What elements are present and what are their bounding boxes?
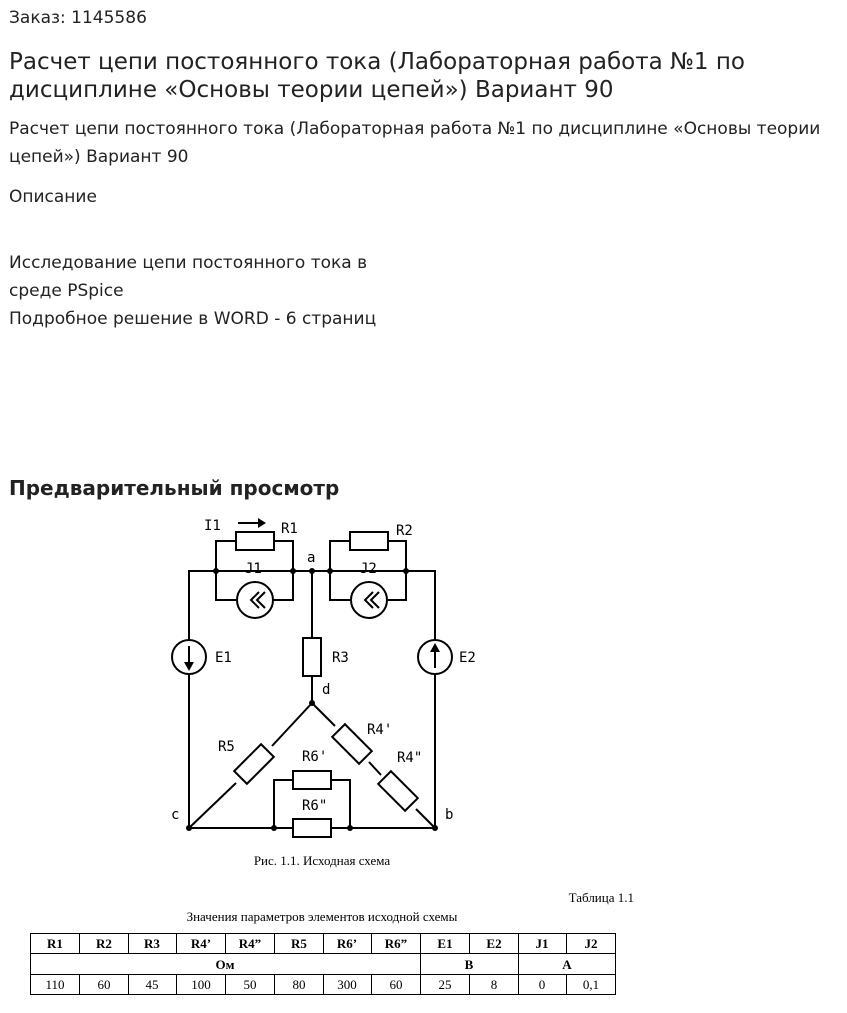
table-value-cell: 60 [389,977,403,992]
table-header-cell: R4” [238,936,262,951]
label-I1: I1 [204,518,221,534]
table-unit-cell: А [562,957,572,972]
table-header-cell: J1 [535,936,549,951]
description-line: Подробное решение в WORD - 6 страниц [9,309,377,329]
table-unit-cell: В [464,957,474,972]
description-line: среде PSpice [9,281,124,301]
table-header-cell: J2 [584,936,598,951]
label-R3: R3 [332,650,349,666]
label-R6a: R6' [302,749,328,765]
table-value-cell: 80 [292,977,306,992]
table-header-cell: E1 [437,936,453,951]
table-header-cell: R2 [96,936,112,951]
label-R1: R1 [281,521,298,537]
label-R5: R5 [218,739,235,755]
circuit-diagram [0,505,847,1009]
table-title: Значения параметров элементов исходной схемы [186,909,458,924]
label-R2: R2 [396,523,413,539]
table-header-cell: R6” [384,936,408,951]
table-value-cell: 50 [243,977,257,992]
label-R4b: R4" [397,750,423,766]
table-header-cell: R1 [47,936,63,951]
table-value-cell: 300 [337,977,357,992]
table-value-cell: 60 [97,977,111,992]
parameters-table [31,890,635,995]
label-E2: E2 [459,650,476,666]
label-c: c [171,807,180,823]
label-d: d [322,682,331,698]
page-subtitle: Расчет цепи постоянного тока (Лабораторная работа №1 по дисциплине «Основы теории цепей») Вариант 90 [9,119,821,167]
table-value-cell: 0,1 [582,977,600,992]
label-R6b: R6" [302,798,328,814]
label-a: a [307,550,316,566]
table-value-cell: 0 [538,977,546,992]
table-value-cell: 45 [145,977,159,992]
table-header-cell: R5 [291,936,307,951]
description-heading: Описание [9,187,97,207]
table-value-cell: 8 [490,977,498,992]
table-header-cell: R3 [144,936,160,951]
table-number: Таблица 1.1 [568,890,634,905]
table-value-cell: 25 [438,977,452,992]
label-E1: E1 [215,650,232,666]
label-b: b [445,807,454,823]
label-R4a: R4' [367,722,393,738]
table-header-cell: R4’ [190,936,212,951]
description-line: Исследование цепи постоянного тока в [9,253,368,273]
table-header-cell: R6’ [336,936,358,951]
table-header-cell: E2 [486,936,502,951]
table-value-cell: 110 [45,977,65,992]
order-number: Заказ: 1145586 [9,8,147,28]
preview-image [0,505,847,1009]
figure-caption: Рис. 1.1. Исходная схема [253,853,391,868]
label-J2: J2 [360,561,377,577]
label-J1: J1 [245,561,262,577]
table-value-cell: 100 [191,977,211,992]
description-body [9,249,429,333]
page-title: Расчет цепи постоянного тока (Лабораторная работа №1 по дисциплине «Основы теории цепей») Вариант 90 [9,49,745,103]
table-unit-cell: Ом [215,957,235,972]
preview-heading: Предварительный просмотр [9,476,340,500]
